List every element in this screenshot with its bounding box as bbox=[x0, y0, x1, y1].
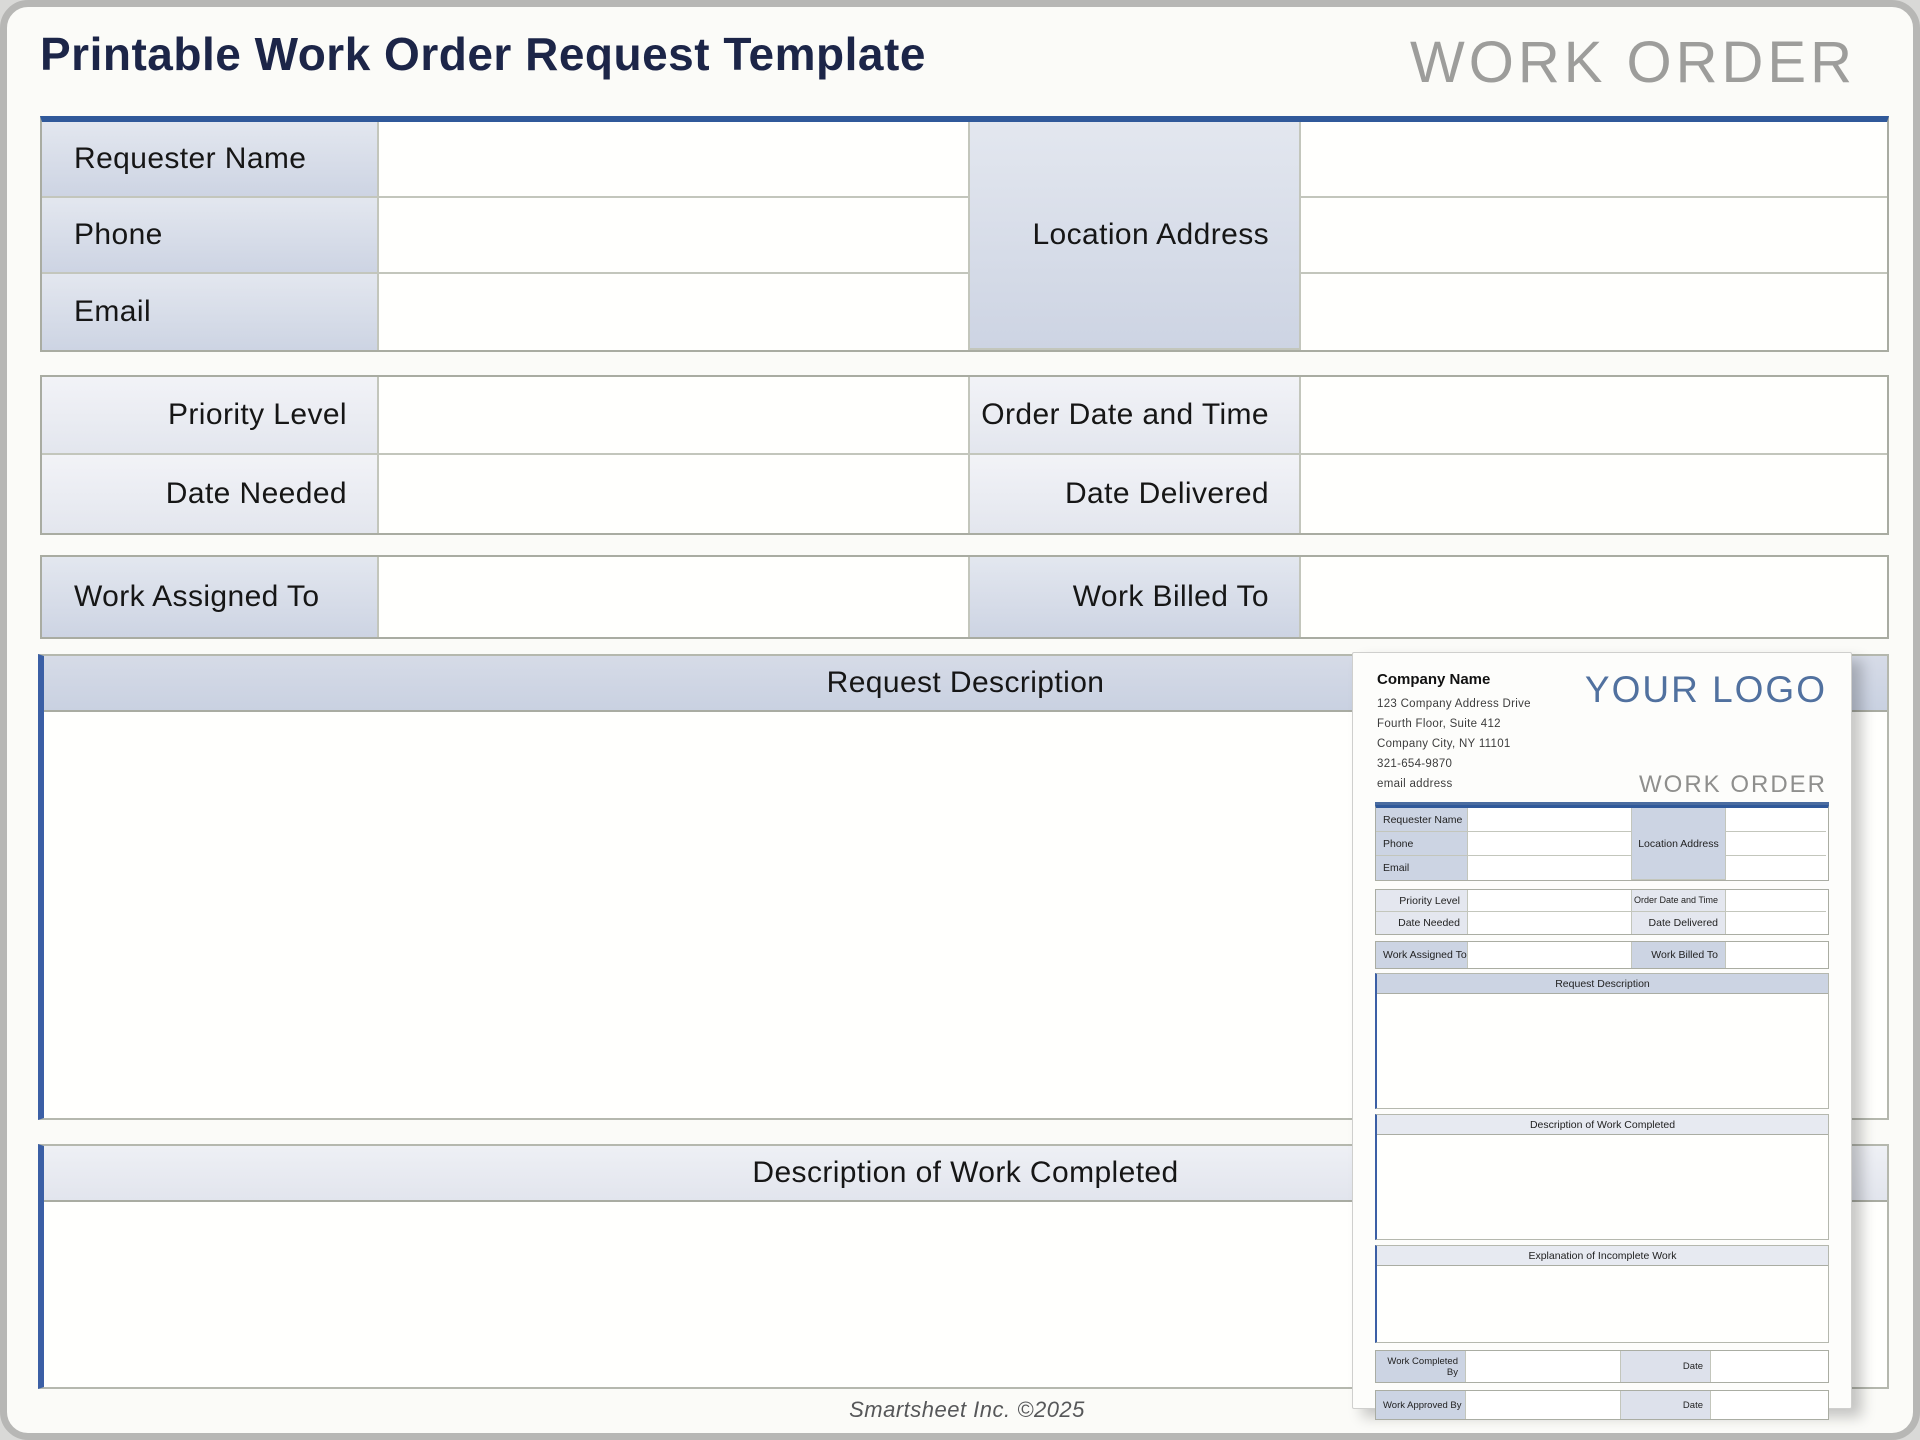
thumb-order-datetime-input bbox=[1726, 890, 1826, 912]
assignment-table bbox=[40, 555, 1889, 639]
work-completed-header: Description of Work Completed bbox=[44, 1146, 1887, 1202]
thumb-work-completed-header: Description of Work Completed bbox=[1377, 1115, 1828, 1135]
thumb-date-needed-input bbox=[1468, 912, 1632, 934]
thumb-location-address-label: Location Address bbox=[1632, 808, 1726, 880]
thumb-doc-title: WORK ORDER bbox=[1639, 771, 1827, 798]
priority-level-label: Priority Level bbox=[42, 377, 379, 455]
thumb-work-assigned-input bbox=[1468, 942, 1632, 968]
thumb-date-needed-label: Date Needed bbox=[1376, 912, 1468, 934]
thumb-date-delivered-input bbox=[1726, 912, 1826, 934]
thumb-date-delivered-label: Date Delivered bbox=[1632, 912, 1726, 934]
email-input[interactable] bbox=[379, 274, 970, 350]
location-address-label: Location Address bbox=[970, 122, 1301, 350]
thumb-requester-name-input bbox=[1468, 808, 1632, 832]
thumb-request-description-box bbox=[1377, 994, 1828, 1108]
thumb-company-address2: Fourth Floor, Suite 412 bbox=[1377, 718, 1501, 730]
work-assigned-input[interactable] bbox=[379, 557, 970, 637]
thumb-location-input-3 bbox=[1726, 856, 1826, 880]
location-address-input-3[interactable] bbox=[1301, 274, 1887, 350]
work-assigned-label: Work Assigned To bbox=[42, 557, 379, 637]
thumb-company-name: Company Name bbox=[1377, 671, 1491, 688]
thumb-location-input-1 bbox=[1726, 808, 1826, 832]
thumb-phone-label: Phone bbox=[1376, 832, 1468, 856]
thumb-work-completed-section bbox=[1375, 1114, 1829, 1240]
thumb-date-approved-label: Date bbox=[1621, 1391, 1711, 1419]
order-datetime-label: Order Date and Time bbox=[970, 377, 1301, 455]
thumb-phone-input bbox=[1468, 832, 1632, 856]
thumb-priority-label: Priority Level bbox=[1376, 890, 1468, 912]
thumb-work-billed-label: Work Billed To bbox=[1632, 942, 1726, 968]
thumb-work-billed-input bbox=[1726, 942, 1826, 968]
thumb-logo-placeholder: YOUR LOGO bbox=[1584, 669, 1827, 710]
phone-input[interactable] bbox=[379, 198, 970, 274]
thumb-email-input bbox=[1468, 856, 1632, 880]
location-address-input-2[interactable] bbox=[1301, 198, 1887, 274]
thumb-company-city: Company City, NY 11101 bbox=[1377, 738, 1511, 750]
thumb-work-completed-by-input bbox=[1466, 1351, 1621, 1382]
thumb-requester-name-label: Requester Name bbox=[1376, 808, 1468, 832]
thumb-incomplete-work-box bbox=[1377, 1266, 1828, 1342]
date-needed-input[interactable] bbox=[379, 455, 970, 533]
phone-label: Phone bbox=[42, 198, 379, 274]
thumb-company-block bbox=[1377, 671, 1531, 794]
work-billed-input[interactable] bbox=[1301, 557, 1887, 637]
thumb-company-address1: 123 Company Address Drive bbox=[1377, 698, 1531, 710]
work-order-watermark: WORK ORDER bbox=[1410, 30, 1856, 95]
copyright-footer: Smartsheet Inc. ©2025 bbox=[849, 1397, 1085, 1422]
thumb-date-completed-input bbox=[1711, 1351, 1830, 1382]
thumb-work-completed-by-label: Work Completed By bbox=[1376, 1351, 1466, 1382]
location-address-input-1[interactable] bbox=[1301, 122, 1887, 198]
thumb-assignment-table bbox=[1375, 941, 1829, 969]
thumb-date-completed-label: Date bbox=[1621, 1351, 1711, 1382]
requester-name-input[interactable] bbox=[379, 122, 970, 198]
thumb-email-label: Email bbox=[1376, 856, 1468, 880]
thumb-work-assigned-label: Work Assigned To bbox=[1376, 942, 1468, 968]
schedule-table bbox=[40, 375, 1889, 535]
email-label: Email bbox=[42, 274, 379, 350]
thumb-order-datetime-label: Order Date and Time bbox=[1632, 890, 1726, 912]
thumb-work-completed-by-row bbox=[1375, 1350, 1829, 1383]
date-needed-label: Date Needed bbox=[42, 455, 379, 533]
thumb-location-input-2 bbox=[1726, 832, 1826, 856]
thumb-work-completed-box bbox=[1377, 1135, 1828, 1239]
thumb-incomplete-work-header: Explanation of Incomplete Work bbox=[1377, 1246, 1828, 1266]
request-description-header: Request Description bbox=[44, 656, 1887, 712]
thumb-incomplete-work-section bbox=[1375, 1245, 1829, 1343]
thumb-schedule-table bbox=[1375, 889, 1829, 935]
date-delivered-input[interactable] bbox=[1301, 455, 1887, 533]
template-preview-thumbnail bbox=[1352, 652, 1852, 1409]
date-delivered-label: Date Delivered bbox=[970, 455, 1301, 533]
thumb-priority-input bbox=[1468, 890, 1632, 912]
priority-level-input[interactable] bbox=[379, 377, 970, 455]
thumb-contact-table bbox=[1375, 805, 1829, 881]
order-datetime-input[interactable] bbox=[1301, 377, 1887, 455]
thumb-request-description-header: Request Description bbox=[1377, 974, 1828, 994]
requester-name-label: Requester Name bbox=[42, 122, 379, 198]
thumb-company-email: email address bbox=[1377, 778, 1453, 790]
page-title: Printable Work Order Request Template bbox=[40, 28, 926, 80]
work-billed-label: Work Billed To bbox=[970, 557, 1301, 637]
contact-table bbox=[40, 116, 1889, 352]
thumb-company-phone: 321-654-9870 bbox=[1377, 758, 1453, 770]
thumb-request-description-section bbox=[1375, 973, 1829, 1109]
thumb-work-approved-by-label: Work Approved By bbox=[1376, 1391, 1466, 1419]
thumb-form bbox=[1375, 805, 1829, 1420]
